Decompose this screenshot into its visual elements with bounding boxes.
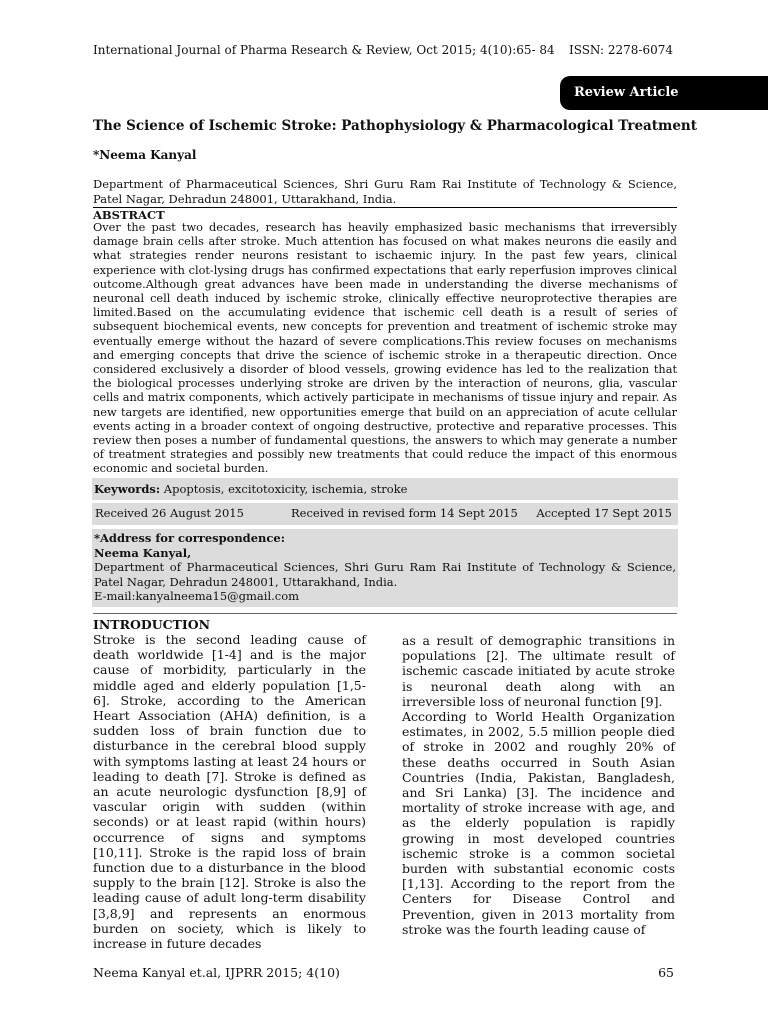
paper-title: The Science of Ischemic Stroke: Pathophysiology & Pharmacological Treatment: [93, 118, 697, 134]
accepted-date: Accepted 17 Sept 2015: [536, 506, 672, 520]
correspondence-address: Department of Pharmaceutical Sciences, Shri Guru Ram Rai Institute of Technology & Science, Patel Nagar, Dehradun 248001, Uttarakhand, India.: [94, 560, 676, 589]
keywords-box: [92, 478, 678, 500]
author: *Neema Kanyal: [93, 148, 197, 162]
correspondence-name: Neema Kanyal,: [94, 545, 192, 560]
abstract-text: Over the past two decades, research has heavily emphasized basic mechanisms that irreversibly damage brain cells after stroke. Much attention has focused on what makes neurons die easily and what strategies render neurons resistant to ischaemic injury. In the past few years, clinical experience with clot-lysing drugs has confirmed expectations that early reperfusion improves clinical outcome.Although great advances have been made in understanding the diverse mechanisms of neuronal cell death induced by ischemic stroke, clinically effective neuroprotective therapies are limited.Based on the accumulating evidence that ischemic cell death is a result of series of subsequent biochemical events, new concepts for prevention and treatment of ischemic stroke may eventually emerge without the hazard of severe complications.This review focuses on mechanisms and emerging concepts that drive the science of ischemic stroke in a therapeutic direction. Once considered exclusively a disorder of blood vessels, growing evidence has led to the realization that the biological processes underlying stroke are driven by the interaction of neurons, glia, vascular cells and matrix components, which actively participate in mechanisms of tissue injury and repair. As new targets are identified, new opportunities emerge that build on an appreciation of acute cellular events acting in a broader context of ongoing destructive, protective and reparative processes. This review then poses a number of fundamental questions, the answers to which may generate a number of treatment strategies and possibly new treatments that could reduce the impact of this enormous economic and societal burden.: [93, 221, 677, 476]
correspondence-email: E-mail:kanyalneema15@gmail.com: [94, 589, 300, 603]
footer-citation: Neema Kanyal et.al, IJPRR 2015; 4(10): [93, 965, 340, 980]
keywords-label: Keywords:: [94, 482, 161, 496]
abstract-heading: ABSTRACT: [93, 208, 165, 222]
revised-date: Received in revised form 14 Sept 2015: [291, 506, 518, 520]
correspondence-box: [92, 529, 678, 607]
intro-paragraph: as a result of demographic transitions in populations [2]. The ultimate result of ischemic cascade initiated by acute stroke is neuronal death along with an irreversible loss of neuronal function [9].: [402, 633, 675, 709]
keywords-text: Apoptosis, excitotoxicity, ischemia, stroke: [160, 482, 408, 496]
introduction-left-column: Stroke is the second leading cause of death worldwide [1-4] and is the major cause of morbidity, particularly in the middle aged and elderly population [1,5-6]. Stroke, according to the American Heart Association (AHA) definition, is a sudden loss of brain function due to disturbance in the cerebral blood supply with symptoms lasting at least 24 hours or leading to death [7]. Stroke is defined as an acute neurologic dysfunction [8,9] of vascular origin with sudden (within seconds) or at least rapid (within hours) occurrence of signs and symptoms [10,11]. Stroke is the rapid loss of brain function due to a disturbance in the blood supply to the brain [12]. Stroke is also the leading cause of adult long-term disability [3,8,9] and represents an enormous burden on society, which is likely to increase in future decades: [93, 632, 366, 952]
received-date: Received 26 August 2015: [95, 506, 244, 520]
correspondence-label: *Address for correspondence:: [94, 531, 285, 545]
article-type-tab: Review Article: [560, 76, 768, 110]
divider: [93, 207, 677, 208]
issn: ISSN: 2278-6074: [568, 43, 673, 57]
intro-paragraph: According to World Health Organization estimates, in 2002, 5.5 million people died of stroke in 2002 and roughly 20% of these deaths occurred in South Asian Countries (India, Pakistan, Bangladesh, and Sri Lanka) [3]. The incidence and mortality of stroke increase with age, and as the elderly population is rapidly growing in most developed countries ischemic stroke is a common societal burden with substantial economic costs [1,13]. According to the report from the Centers for Disease Control and Prevention, given in 2013 mortality from stroke was the fourth leading cause of: [402, 709, 675, 937]
page-number: 65: [658, 965, 674, 980]
affiliation: Department of Pharmaceutical Sciences, Shri Guru Ram Rai Institute of Technology & Science, Patel Nagar, Dehradun 248001, Uttarakhand, India.: [93, 177, 677, 206]
introduction-right-column: [402, 633, 675, 937]
journal-header: International Journal of Pharma Research & Review, Oct 2015; 4(10):65- 84: [93, 43, 555, 57]
divider: [93, 613, 677, 614]
dates-box: [92, 503, 678, 525]
introduction-heading: INTRODUCTION: [93, 617, 211, 632]
